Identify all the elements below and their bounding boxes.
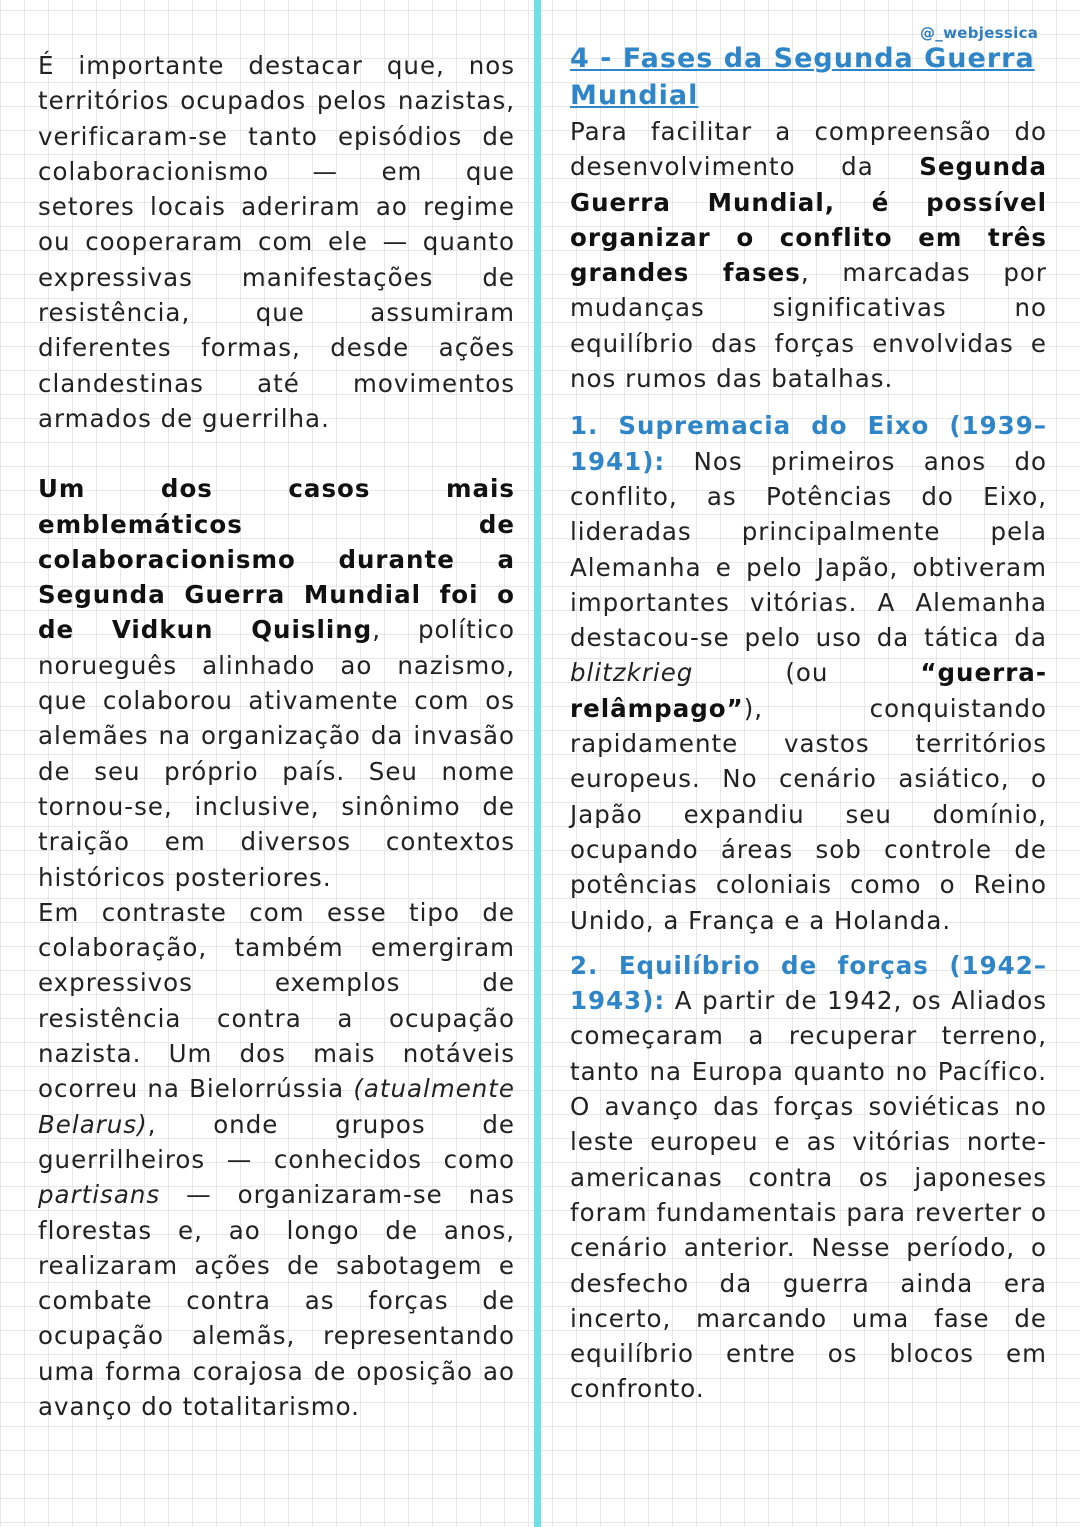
phase-1-title: 1. Supremacia do Eixo (1939–1941): [570,411,1047,476]
intro-bold: Segunda Guerra Mundial, é possível organizar o conflito em três grandes fases [570,152,1047,288]
quisling-bold: Um dos casos mais emblemáticos de colaboracionismo durante a Segunda Guerra Mundial foi o de Vidkun Quisling [38,474,515,645]
section-heading: 4 - Fases da Segunda Guerra Mundial [570,43,1035,111]
paragraph-gap [38,436,515,471]
belarus-italic: (atualmente Belarus) [38,1074,515,1139]
paragraph-colaboracionismo-resistencia: É importante destacar que, nos territórios ocupados pelos nazistas, verificaram-se tanto episódios de colaboracionismo — em que setores locais aderiram ao regime ou cooperaram com ele — quanto expressivas manifestações de resistência, que assumiram diferentes formas, desde ações clandestinas até movimentos armados de guerrilha. [38,51,515,433]
paragraph-phase-2: 2. Equilíbrio de forças (1942–1943): A partir de 1942, os Aliados começaram a recuperar terreno, tanto na Europa quanto no Pacífico. O avanço das forças soviéticas no leste europeu e as vitórias norte-americanas contra os japoneses foram fundamentais para reverter o cenário anterior. Nesse período, o desfecho da guerra ainda era incerto, marcando uma fase de equilíbrio entre os blocos em confronto. [570,950,1047,1404]
paragraph-intro-fases: Para facilitar a compreensão do desenvolvimento da Segunda Guerra Mundial, é possível organizar o conflito em três grandes fases, marcadas por mudanças significativas no equilíbrio das forças envolvidas e nos rumos das batalhas. [570,117,1047,394]
phase-2-title: 2. Equilíbrio de forças (1942–1943): [570,950,1047,1016]
right-column [570,40,1047,1417]
author-handle: @_webjessica [920,24,1039,42]
paragraph-partisans: Em contraste com esse tipo de colaboração, também emergiram expressivos exemplos de resistência contra a ocupação nazista. Um dos mais notáveis ocorreu na Bielorrússia (atualmente Belarus), onde grupos de guerrilheiros — conhecidos como partisans — organizaram-se nas florestas e, ao longo de anos, realizaram ações de sabotagem e combate contra as forças de ocupação alemãs, representando uma forma corajosa de oposição ao avanço do totalitarismo. [38,897,515,1421]
paragraph-quisling: Um dos casos mais emblemáticos de colaboracionismo durante a Segunda Guerra Mundial foi o de Vidkun Quisling, político norueguês alinhado ao nazismo, que colaborou ativamente com os alemães na organização da invasão de seu próprio país. Seu nome tornou-se, inclusive, sinônimo de traição em diversos contextos históricos posteriores. [38,474,515,892]
guerra-relampago-bold: “guerra-relâmpago” [570,658,1047,723]
paragraph-phase-1: 1. Supremacia do Eixo (1939–1941): Nos primeiros anos do conflito, as Potências do Eixo, lideradas principalmente pela Alemanha e pelo Japão, obtiveram importantes vitórias. A Alemanha destacou-se pelo uso da tática da blitzkrieg (ou “guerra-relâmpago”), conquistando rapidamente vastos territórios europeus. No cenário asiático, o Japão expandiu seu domínio, ocupando áreas sob controle de potências coloniais como o Reino Unido, a França e a Holanda. [570,411,1047,935]
left-column [38,48,515,1424]
column-divider [534,0,541,1527]
blitzkrieg-italic: blitzkrieg [570,658,694,688]
partisans-italic: partisans [38,1180,161,1210]
